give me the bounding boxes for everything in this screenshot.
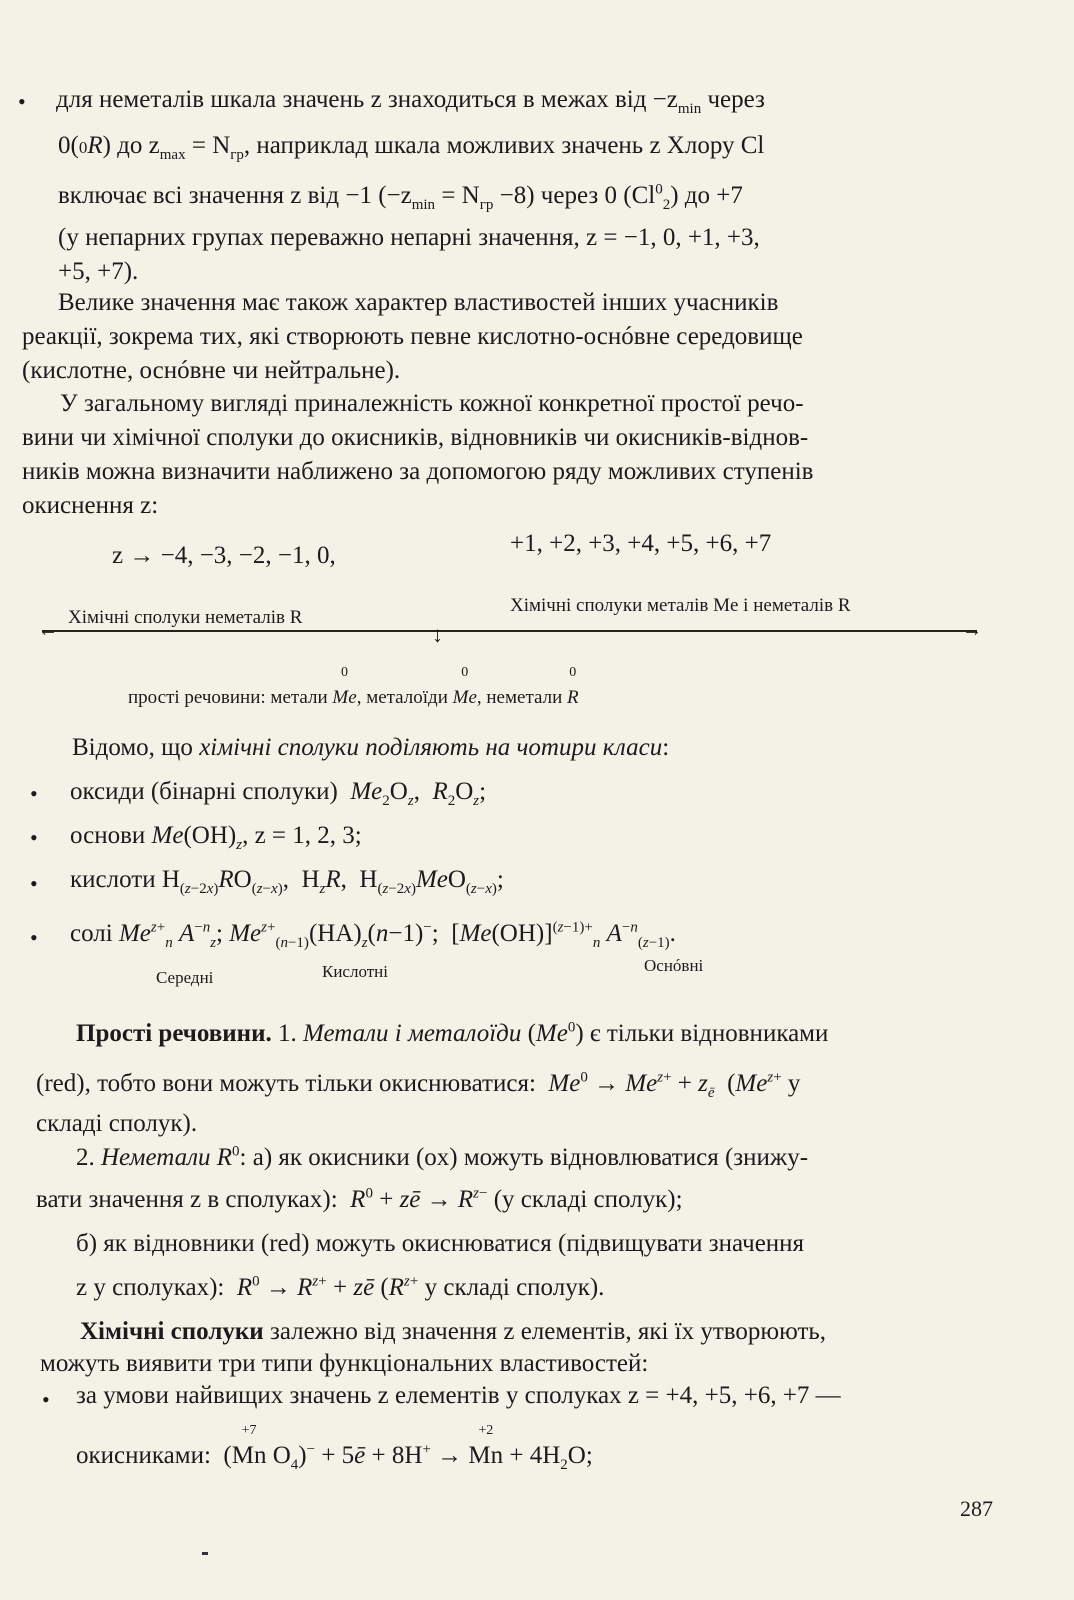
para1-line1: Велике значення має також характер властивостей інших учасників xyxy=(58,289,779,316)
para1-line3: (кислотне, оснóвне чи нейтральне). xyxy=(22,357,401,384)
salt-type-basic: Оснóвні xyxy=(644,956,704,975)
arrow-down-icon: ↓ xyxy=(432,622,443,647)
scale-label-left: Хімічні сполуки неметалів R xyxy=(68,607,303,628)
simple-line1: Прості речовини. 1. Метали і металоїди (Me$^0$) є тільки відновниками xyxy=(76,1019,829,1047)
compounds-line1: Хімічні сполуки залежно від значення z елементів, які їх утворюють, xyxy=(80,1318,827,1345)
simple-line6: б) як відновники (red) можуть окиснюватися (підвищувати значення xyxy=(76,1230,805,1257)
class-oxides: оксиди (бінарні сполуки) $Me_2O_z$, $R_2O_z$; xyxy=(70,778,487,809)
salt-type-acid: Кислотні xyxy=(322,962,388,981)
bullet-marker: • xyxy=(30,781,38,806)
print-speck xyxy=(202,1552,208,1555)
para2-line1: У загальному вигляді приналежність кожної конкретної простої речо- xyxy=(60,390,804,417)
simple-line5: вати значення z в сполуках): $R^0$ + zē → $R^{z-}$ (у складі сполук); xyxy=(36,1185,683,1213)
simple-line2: (red), тобто вони можуть тільки окиснюватися: $Me^0 \to Me^{z+} + z_ē$ ($Me^{z+}$ у xyxy=(36,1069,801,1101)
bullet1-line1: для неметалів шкала значень z знаходиться в межах від $-z_{min}$ через xyxy=(56,86,765,117)
simple-line7: z у сполуках): $R^0 \to R^{z+}$ + zē ($R^{z+}$ у складі сполук). xyxy=(76,1273,605,1301)
compounds-line2: можуть виявити три типи функціональних властивостей: xyxy=(40,1350,649,1377)
bullet1-line3: включає всі значення z від −1 $(-z_{min} = N_{гр} -8)$ через 0 $(Cl^0_2)$ до +7 xyxy=(58,181,743,213)
bullet-marker: • xyxy=(30,925,38,950)
bullet-marker: • xyxy=(42,1387,50,1412)
page-number: 287 xyxy=(960,1496,993,1521)
para2-line2: вини чи хімічної сполуки до окисників, відновників чи окисників-віднов- xyxy=(22,424,809,451)
scale-right-values: +1, +2, +3, +4, +5, +6, +7 xyxy=(510,530,772,557)
scale-bottom-note: прості речовини: метали 0 Me, металоїди 0 Me, неметали 0 R xyxy=(128,665,579,708)
bullet-marker: • xyxy=(30,871,38,896)
scale-axis-line xyxy=(42,630,977,632)
simple-line4: 2. Неметали $R^0$: а) як окисники (ox) можуть відновлюватися (знижу- xyxy=(76,1143,809,1171)
para1-line2: реакції, зокрема тих, які створюють певне кислотно-оснóвне середовище xyxy=(22,323,803,350)
arrow-left-icon: ← xyxy=(38,619,58,641)
class-salts: солі $Me^{z+}_n$ $A^{-n}_z$; $Me^{z+}_{(n-1)}(HA)_z(n-1)^-$; $[Me(OH)]^{(z-1)+}_n$ $A^{-n}_{(z-1)}$. xyxy=(70,919,676,951)
simple-line3: складі сполук). xyxy=(36,1110,198,1137)
compounds-bullet1-line2: окисниками: ( +7 Mn $O_4)^-$ + 5ē + 8H+ → +2 $Mn + 4H_2O$; xyxy=(76,1423,593,1473)
para2-line4: окиснення z: xyxy=(22,492,159,519)
para2-line3: ників можна визначити наближено за допомогою ряду можливих ступенів xyxy=(22,458,814,485)
arrow-right-icon: → xyxy=(962,619,982,641)
salt-type-middle: Середні xyxy=(156,968,214,987)
compounds-bullet1: за умови найвищих значень z елементів у сполуках z = +4, +5, +6, +7 — xyxy=(76,1382,841,1409)
scale-label-right: Хімічні сполуки металів Me і неметалів R xyxy=(510,595,851,616)
scale-left-values: z → −4, −3, −2, −1, 0, xyxy=(112,542,336,569)
bullet-marker: • xyxy=(30,825,38,850)
classes-intro: Відомо, що хімічні сполуки поділяють на чотири класи: xyxy=(72,734,670,761)
bullet1-line2: 0(0R) до $z_{max} = N_{гр}$, наприклад шкала можливих значень z Хлору Cl xyxy=(58,132,765,163)
bullet1-line4: (у непарних групах переважно непарні значення, z = −1, 0, +1, +3, xyxy=(58,224,760,251)
bullet-marker: • xyxy=(18,89,26,114)
class-acids: кислоти $H_{(z-2x)}RO_{(z-x)}$, $H_zR$, $H_{(z-2x)}MeO_{(z-x)}$; xyxy=(70,866,504,897)
class-bases: основи $Me(OH)_z$, z = 1, 2, 3; xyxy=(70,822,362,853)
bullet1-line5: +5, +7). xyxy=(58,258,139,285)
